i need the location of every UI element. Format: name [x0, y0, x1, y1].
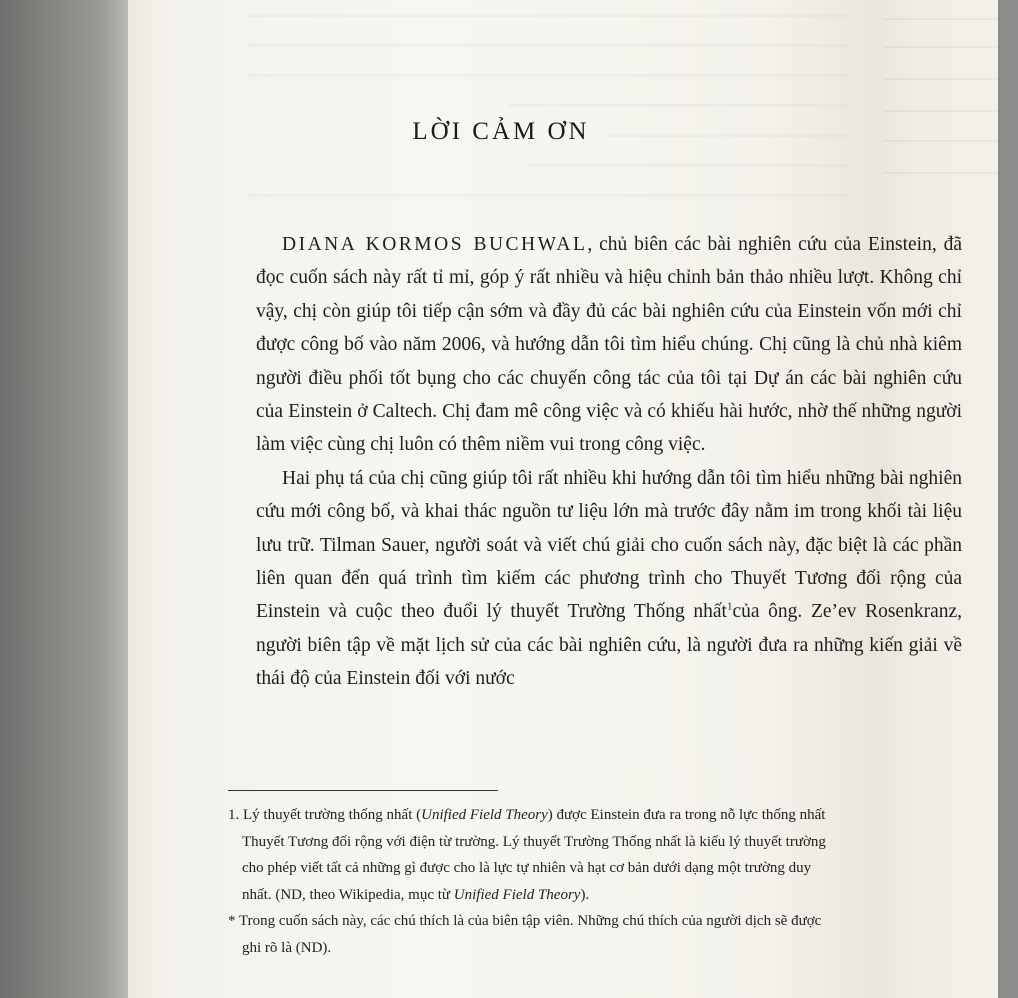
- footnote-2: * Trong cuốn sách này, các chú thích là của biên tập viên. Những chú thích của người dịch sẽ được ghi rõ là (ND).: [228, 913, 822, 956]
- paragraph-1: DIANA KORMOS BUCHWAL, chủ biên các bài nghiên cứu của Einstein, đã đọc cuốn sách này rất tỉ mỉ, góp ý rất nhiều và hiệu chỉnh bản thảo nhiều lượt. Không chỉ vậy, chị còn giúp tôi tiếp cận sớm và đầy đủ các bài nghiên cứu của Einstein vốn mới chỉ được công bố vào năm 2006, và hướng dẫn tôi tìm hiểu chúng. Chị cũng là chủ nhà kiêm người điều phối tốt bụng cho các chuyến công tác của tôi tại Dự án các bài nghiên cứu của Einstein ở Caltech. Chị đam mê công việc và có khiếu hài hước, nhờ thế những người làm việc cùng chị luôn có thêm niềm vui trong công việc.: [256, 234, 963, 456]
- page-title: LỜI CẢM ƠN: [412, 118, 590, 145]
- footnotes: [228, 802, 840, 961]
- book-page: [128, 0, 963, 998]
- body-text: [256, 228, 962, 696]
- book-gutter-shadow: [0, 0, 128, 998]
- paragraph-2: Hai phụ tá của chị cũng giúp tôi rất nhiều khi hướng dẫn tôi tìm hiểu những bài nghiên cứu mới công bố, và khai thác nguồn tư liệu lớn mà trước đây nằm im trong khối tài liệu lưu trữ. Tilman Sauer, người soát và viết chú giải cho cuốn sách này, đặc biệt là các phần liên quan đến quá trình tìm kiếm các phương trình cho Thuyết Tương đối rộng của Einstein và cuộc theo đuổi lý thuyết Trường Thống nhất$^1$của ông. Ze’ev Rosenkranz, người biên tập về mặt lịch sử của các bài nghiên cứu, là người đưa ra những kiến giải về thái độ của Einstein đối với nước: [256, 467, 963, 690]
- footnote-marker: 1: [726, 600, 733, 613]
- author-name: DIANA KORMOS BUCHWAL: [282, 234, 588, 255]
- footnote-1: 1. Lý thuyết trường thống nhất (Unified Field Theory) được Einstein đưa ra trong nỗ lực thống nhất Thuyết Tương đối rộng với điện từ trường. Lý thuyết Trường Thống nhất là kiểu lý thuyết trường cho phép viết tất cả những gì được cho là lực tự nhiên và hạt cơ bản dưới dạng một trường duy nhất. (ND, theo Wikipedia, mục từ Unified Field Theory).: [228, 807, 826, 903]
- footnote-divider: [228, 790, 498, 791]
